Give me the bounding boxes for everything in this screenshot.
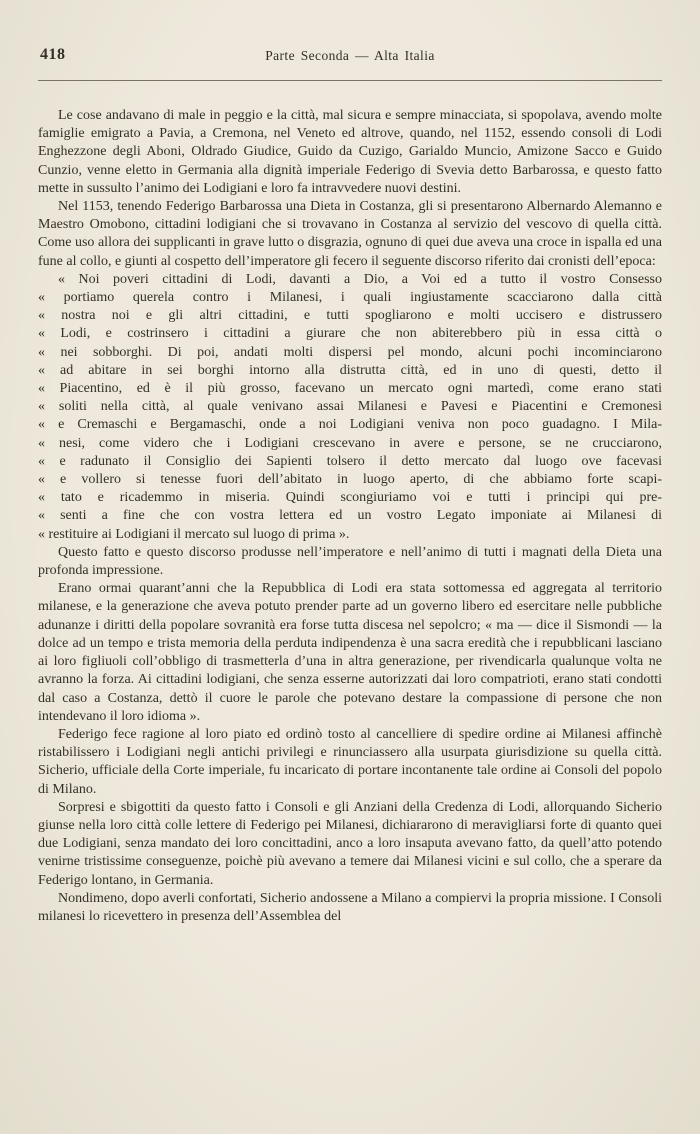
quote-line: « e radunato il Consiglio dei Sapienti tolsero il detto mercato dal luogo ove facevasi xyxy=(38,453,662,469)
running-head xyxy=(38,46,662,66)
quote-line: « Lodi, e costrinsero i cittadini a giurare che non abiterebbero più in essa città o xyxy=(38,326,662,342)
quote-line: « restituire ai Lodigiani il mercato sul luogo di prima ». xyxy=(38,526,350,542)
quote-block xyxy=(38,271,662,544)
running-title: Parte Seconda — Alta Italia xyxy=(265,48,435,63)
quote-line: « nostra noi e gli altri cittadini, e tutti spogliarono e molti uccisero e distrussero xyxy=(38,308,662,324)
paragraph-3: Questo fatto e questo discorso produsse nell’imperatore e nell’animo di tutti i magnati della Dieta una profonda impressione. xyxy=(38,544,662,579)
quote-line: « senti a fine che con vostra lettera ed un vostro Legato imponiate ai Milanesi di xyxy=(38,508,662,524)
quote-line: « nesi, come videro che i Lodigiani crescevano in avere e persone, se ne crucciarono, xyxy=(38,435,662,451)
quote-line: « tato e ricademmo in miseria. Quindi scongiuriamo voi e tutti i principi qui pre- xyxy=(38,490,662,506)
quote-line: « Piacentino, ed è il più grosso, facevano un mercato ogni martedì, come erano stati xyxy=(38,381,662,397)
paragraph-7: Nondimeno, dopo averli confortati, Sicherio andossene a Milano a compiervi la propria missione. I Consoli milanesi lo ricevettero in presenza dell’Assemblea del xyxy=(38,890,662,924)
quote-line: « e Cremaschi e Bergamaschi, onde a noi Lodigiani veniva non poco guadagno. I Mila- xyxy=(38,417,662,433)
quote-line: « e vollero si tenesse fuori dell’abitato in luogo aperto, di che abbiamo forte scapi- xyxy=(38,472,662,488)
text-block xyxy=(38,107,662,926)
paragraph-6: Sorpresi e sbigottiti da questo fatto i Consoli e gli Anziani della Credenza di Lodi, allorquando Sicherio giunse nella loro città colle lettere di Federigo pei Milanesi, dichiararono di meravigliarsi forte di quanto quei due Lodigiani, senza mandato dei loro concittadini, anco a loro insaputa avevano fatto, da quell’atto potendo venirne tristissime conseguenze, poichè più avevano a temere dai Milanesi vicini e sul collo, che a sperare da Federigo lontano, in Germania. xyxy=(38,799,662,888)
paragraph-1: Le cose andavano di male in peggio e la città, mal sicura e sempre minacciata, si spopolava, avendo molte famiglie emigrato a Pavia, a Cremona, nel Veneto ed altrove, quando, nel 1152, essendo consoli di Lodi Enghezzone degli Aboni, Oldrado Giudice, Guido da Cuzigo, Garialdo Muncio, Amizone Sacco e Guido Cunzio, venne eletto in Germania alla dignità imperiale Federigo di Svevia detto Barbarossa, e questo fatto mette in sussulto l’animo dei Lodigiani e loro fa intravvedere nuovi destini. xyxy=(38,108,662,196)
paragraph-5: Federigo fece ragione al loro piato ed ordinò tosto al cancelliere di spedire ordine ai Milanesi affinchè ristabilissero i Lodigiani negli antichi privilegi e rinunciassero alla usurpata giurisdizione su quella città. Sicherio, ufficiale della Corte imperiale, fu incaricato di portare incontanente tale ordine ai Consoli del popolo di Milano. xyxy=(38,726,662,797)
paragraph-4: Erano ormai quarant’anni che la Repubblica di Lodi era stata sottomessa ed aggregata al territorio milanese, e la generazione che aveva potuto prender parte ad un governo libero ed esercitare nelle pubbliche adunanze i diritti della popolare sovranità era forse tutta discesa nel sepolcro; « ma — dice il Sismondi — la dolce ad un tempo e trista memoria della perduta indipendenza è una sacra eredità che i repubblicani lasciano ai loro figliuoli coll’obbligo di trasmetterla d’una in altra generazione, per rivendicarla qualunque volta ne avranno la forza. Ai cittadini lodigiani, che senza esserne autorizzati dai loro compatrioti, erano stati condotti dal caso a Costanza, dettò il cuore le parole che potevano destare la compassione di persone che non intendevano il loro idioma ». xyxy=(38,581,662,724)
header-rule xyxy=(38,80,662,81)
quote-line: « ad abitare in sei borghi intorno alla distrutta città, ed in uno di questi, detto il xyxy=(38,362,662,378)
paragraph-2: Nel 1153, tenendo Federigo Barbarossa una Dieta in Costanza, gli si presentarono Albernardo Alemanno e Maestro Omobono, cittadini lodigiani che si trovavano in Costanza al servizio del vescovo di quella città. Come uso allora dei supplicanti in grave lutto o disgrazia, ognuno di quei due aveva una croce in ispalla ed una fune al collo, e giunti al cospetto dell’imperatore gli fecero il seguente discorso riferito dai cronisti dell’epoca: xyxy=(38,199,662,269)
quote-line: « soliti nella città, al quale venivano assai Milanesi e Pavesi e Piacentini e Cremonesi xyxy=(38,399,662,415)
page-number: 418 xyxy=(40,46,66,63)
quote-line: « portiamo querela contro i Milanesi, i quali ingiustamente scacciarono dalla città xyxy=(38,290,662,306)
quote-line: « Noi poveri cittadini di Lodi, davanti a Dio, a Voi ed a tutto il vostro Consesso xyxy=(58,271,662,287)
quote-line: « nei sobborghi. Di poi, andati molti dispersi pel mondo, alcuni pochi incominciarono xyxy=(38,344,662,360)
